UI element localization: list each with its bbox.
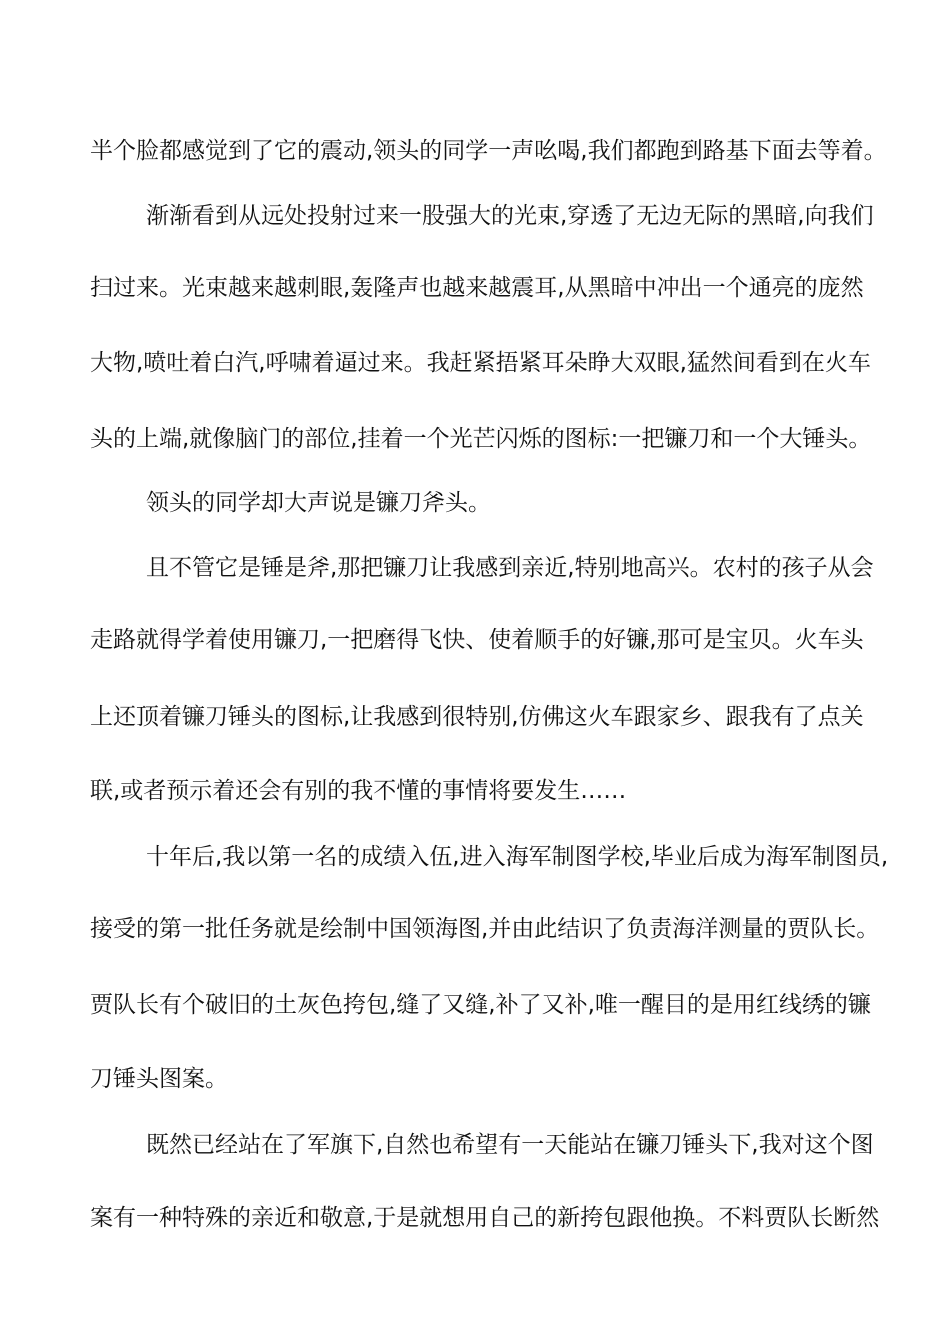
text-line-9: 上还顶着镰刀锤头的图标,让我感到很特别,仿佛这火车跟家乡、跟我有了点关 xyxy=(90,704,864,730)
text-line-13: 贾队长有个破旧的土灰色挎包,缝了又缝,补了又补,唯一醒目的是用红线绣的镰 xyxy=(90,992,871,1018)
text-line-14: 刀锤头图案。 xyxy=(90,1066,228,1092)
text-line-8: 走路就得学着使用镰刀,一把磨得飞快、使着顺手的好镰,那可是宝贝。火车头 xyxy=(90,627,864,653)
text-line-2: 渐渐看到从远处投射过来一股强大的光束,穿透了无边无际的黑暗,向我们 xyxy=(146,203,874,229)
text-line-5: 头的上端,就像脑门的部位,挂着一个光芒闪烁的图标:一把镰刀和一个大锤头。 xyxy=(90,426,872,452)
text-line-4: 大物,喷吐着白汽,呼啸着逼过来。我赶紧捂紧耳朵睁大双眼,猛然间看到在火车 xyxy=(90,350,871,376)
text-line-10: 联,或者预示着还会有别的我不懂的事情将要发生…… xyxy=(90,778,627,804)
text-line-12: 接受的第一批任务就是绘制中国领海图,并由此结识了负责海洋测量的贾队长。 xyxy=(90,916,880,942)
text-line-7: 且不管它是锤是斧,那把镰刀让我感到亲近,特别地高兴。农村的孩子从会 xyxy=(146,555,874,581)
text-line-16: 案有一种特殊的亲近和敬意,于是就想用自己的新挎包跟他换。不料贾队长断然 xyxy=(90,1205,880,1231)
text-line-11: 十年后,我以第一名的成绩入伍,进入海军制图学校,毕业后成为海军制图员, xyxy=(146,844,889,870)
text-line-1: 半个脸都感觉到了它的震动,领头的同学一声吆喝,我们都跑到路基下面去等着。 xyxy=(90,138,887,164)
text-line-6: 领头的同学却大声说是镰刀斧头。 xyxy=(146,490,491,516)
text-line-3: 扫过来。光束越来越刺眼,轰隆声也越来越震耳,从黑暗中冲出一个通亮的庞然 xyxy=(90,275,864,301)
text-line-15: 既然已经站在了军旗下,自然也希望有一天能站在镰刀锤头下,我对这个图 xyxy=(146,1132,874,1158)
